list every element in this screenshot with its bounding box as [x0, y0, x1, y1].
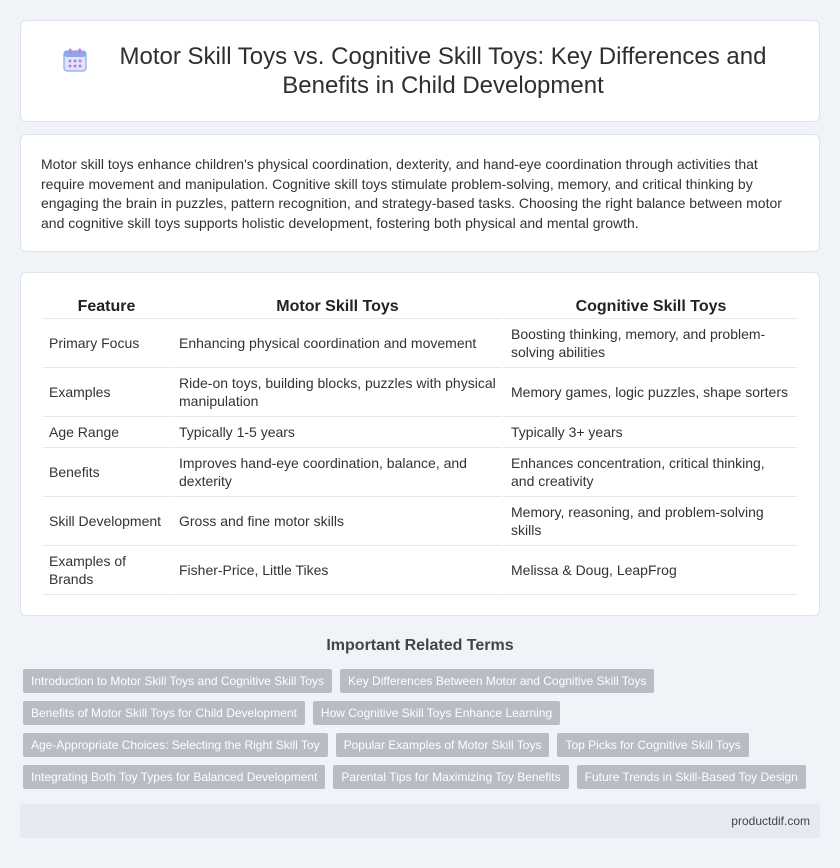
- tag-row: [23, 765, 823, 789]
- intro-card: [20, 134, 820, 252]
- page-title: Motor Skill Toys vs. Cognitive Skill Toys: Key Differences and Benefits in Child Development: [119, 43, 767, 99]
- table-row: [43, 448, 797, 497]
- footer: [20, 804, 820, 838]
- table-row: [43, 368, 797, 417]
- header: [61, 42, 779, 100]
- comparison-table-card: [20, 272, 820, 616]
- table-cell-feature: Examples: [43, 368, 170, 417]
- table-row: [43, 319, 797, 368]
- related-term-link[interactable]: Key Differences Between Motor and Cognitive Skill Toys: [340, 669, 654, 693]
- table-cell-cognitive: Melissa & Doug, LeapFrog: [502, 546, 797, 595]
- table-cell-motor: Gross and fine motor skills: [170, 497, 502, 546]
- related-term-link[interactable]: How Cognitive Skill Toys Enhance Learning: [313, 701, 560, 725]
- table-cell-motor: Enhancing physical coordination and movement: [170, 319, 502, 368]
- table-header-feature: Feature: [43, 293, 170, 319]
- table-cell-feature: Benefits: [43, 448, 170, 497]
- related-term-link[interactable]: Popular Examples of Motor Skill Toys: [336, 733, 550, 757]
- table-header-cognitive: Cognitive Skill Toys: [502, 293, 797, 319]
- tag-row: [23, 733, 823, 757]
- table-cell-motor: Ride-on toys, building blocks, puzzles with physical manipulation: [170, 368, 502, 417]
- related-term-link[interactable]: Parental Tips for Maximizing Toy Benefits: [333, 765, 568, 789]
- related-terms-title: Important Related Terms: [326, 637, 514, 654]
- table-row: [43, 417, 797, 448]
- header-card: [20, 20, 820, 122]
- table-row: [43, 546, 797, 595]
- related-terms-list: [23, 669, 823, 797]
- footer-site-name: productdif.com: [731, 814, 810, 828]
- table-cell-cognitive: Typically 3+ years: [502, 417, 797, 448]
- table-cell-motor: Fisher-Price, Little Tikes: [170, 546, 502, 595]
- calendar-icon: [61, 46, 89, 74]
- table-cell-cognitive: Memory games, logic puzzles, shape sorters: [502, 368, 797, 417]
- related-term-link[interactable]: Age-Appropriate Choices: Selecting the Right Skill Toy: [23, 733, 328, 757]
- table-cell-motor: Typically 1-5 years: [170, 417, 502, 448]
- table-header-motor: Motor Skill Toys: [170, 293, 502, 319]
- table-cell-cognitive: Boosting thinking, memory, and problem-solving abilities: [502, 319, 797, 368]
- table-row: [43, 497, 797, 546]
- table-cell-feature: Primary Focus: [43, 319, 170, 368]
- related-term-link[interactable]: Introduction to Motor Skill Toys and Cognitive Skill Toys: [23, 669, 332, 693]
- related-term-link[interactable]: Integrating Both Toy Types for Balanced Development: [23, 765, 325, 789]
- table-cell-feature: Examples of Brands: [43, 546, 170, 595]
- related-term-link[interactable]: Top Picks for Cognitive Skill Toys: [557, 733, 748, 757]
- table-cell-cognitive: Enhances concentration, critical thinking, and creativity: [502, 448, 797, 497]
- table-header-row: [43, 293, 797, 319]
- tag-row: [23, 669, 823, 693]
- intro-paragraph: Motor skill toys enhance children's physical coordination, dexterity, and hand-eye coordination through activities that require movement and manipulation. Cognitive skill toys stimulate problem-solving, memory, and critical thinking by engaging the brain in puzzles, pattern recognition, and strategy-based tasks. Choosing the right balance between motor and cognitive skill toys supports holistic development, fostering both physical and mental growth.: [41, 156, 782, 231]
- related-term-link[interactable]: Future Trends in Skill-Based Toy Design: [577, 765, 806, 789]
- table-cell-feature: Age Range: [43, 417, 170, 448]
- table-cell-cognitive: Memory, reasoning, and problem-solving skills: [502, 497, 797, 546]
- comparison-table: [43, 293, 797, 595]
- table-cell-motor: Improves hand-eye coordination, balance, and dexterity: [170, 448, 502, 497]
- table-cell-feature: Skill Development: [43, 497, 170, 546]
- related-term-link[interactable]: Benefits of Motor Skill Toys for Child Development: [23, 701, 305, 725]
- tag-row: [23, 701, 823, 725]
